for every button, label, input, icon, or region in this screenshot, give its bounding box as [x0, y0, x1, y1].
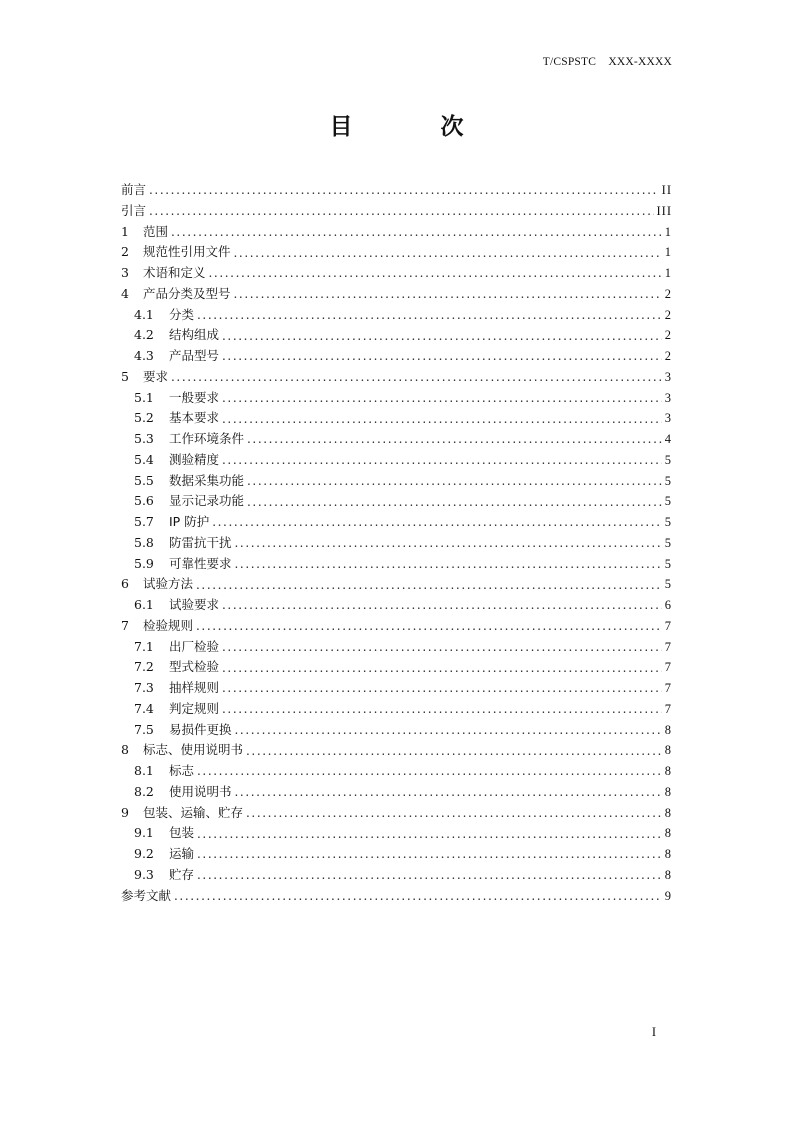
entry-number: 7.1	[134, 638, 154, 654]
toc-entry[interactable]	[121, 803, 672, 824]
toc-entry[interactable]	[121, 616, 672, 637]
entry-number: 8.1	[134, 763, 154, 779]
entry-title: 范围	[143, 223, 169, 239]
toc-entry[interactable]	[121, 429, 672, 450]
entry-page: 3	[664, 369, 672, 384]
dot-leader	[212, 516, 662, 528]
entry-page: 5	[664, 577, 672, 592]
entry-page: 2	[664, 286, 672, 301]
entry-title: 结构组成	[169, 327, 220, 343]
entry-page: 2	[664, 328, 672, 343]
dot-leader	[235, 558, 662, 570]
entry-number: 9.2	[134, 846, 154, 862]
entry-page: III	[656, 203, 672, 218]
toc-entry[interactable]	[121, 201, 672, 222]
entry-number: 5.8	[134, 534, 154, 550]
entry-page: II	[661, 183, 672, 198]
entry-page: 1	[664, 224, 672, 239]
dot-leader	[235, 537, 662, 549]
toc-entry[interactable]	[121, 678, 672, 699]
dot-leader	[197, 869, 662, 881]
entry-title: 标志	[169, 763, 195, 779]
entry-page: 6	[664, 598, 672, 613]
entry-number: 7.2	[134, 659, 154, 675]
dot-leader	[197, 309, 662, 321]
entry-number: 6	[121, 576, 129, 592]
dot-leader	[196, 620, 662, 632]
toc-entry[interactable]	[121, 346, 672, 367]
entry-page: 1	[664, 266, 672, 281]
dot-leader	[222, 350, 662, 362]
entry-title: 标志、使用说明书	[143, 742, 244, 758]
entry-page: 1	[664, 245, 672, 260]
dot-leader	[222, 641, 662, 653]
entry-title: 包装	[169, 825, 195, 841]
entry-number: 5.2	[134, 410, 154, 426]
dot-leader	[197, 765, 662, 777]
entry-title: 试验要求	[169, 597, 220, 613]
dot-leader	[222, 413, 662, 425]
toc-entry[interactable]	[121, 782, 672, 803]
entry-number: 7.4	[134, 700, 154, 716]
dot-leader	[247, 496, 662, 508]
entry-page: 4	[664, 432, 672, 447]
dot-leader	[171, 371, 662, 383]
toc-entry[interactable]	[121, 886, 672, 907]
entry-number: 4.2	[134, 327, 154, 343]
entry-page: 7	[664, 618, 672, 633]
document-code: T/CSPSTC XXX-XXXX	[542, 56, 672, 68]
toc-entry[interactable]	[121, 740, 672, 761]
entry-title: 运输	[169, 846, 195, 862]
entry-page: 7	[664, 681, 672, 696]
entry-title: 规范性引用文件	[143, 244, 231, 260]
entry-number: 5.5	[134, 472, 154, 488]
toc-entry[interactable]	[121, 471, 672, 492]
entry-page: 8	[664, 784, 672, 799]
entry-page: 3	[664, 411, 672, 426]
entry-number: 3	[121, 265, 129, 281]
toc-entry[interactable]	[121, 657, 672, 678]
entry-title: 型式检验	[169, 659, 220, 675]
entry-number: 2	[121, 244, 129, 260]
entry-number: 7.3	[134, 680, 154, 696]
entry-title: 显示记录功能	[169, 493, 245, 509]
entry-page: 8	[664, 826, 672, 841]
entry-title: 引言	[121, 202, 147, 218]
toc-entry[interactable]	[121, 699, 672, 720]
entry-title: 一般要求	[169, 389, 220, 405]
entry-title: 分类	[169, 306, 195, 322]
entry-number: 5.7	[134, 514, 154, 530]
toc-entry[interactable]	[121, 761, 672, 782]
entry-title: 前言	[121, 182, 147, 198]
dot-leader	[197, 848, 662, 860]
entry-title: 包装、运输、贮存	[143, 804, 244, 820]
toc-entry[interactable]	[121, 595, 672, 616]
entry-page: 8	[664, 847, 672, 862]
toc-entry[interactable]	[121, 325, 672, 346]
entry-number: 5	[121, 368, 129, 384]
toc-entry[interactable]	[121, 180, 672, 201]
entry-title: 产品分类及型号	[143, 285, 231, 301]
entry-number: 8.2	[134, 783, 154, 799]
entry-number: 5.6	[134, 493, 154, 509]
dot-leader	[197, 828, 662, 840]
entry-page: 7	[664, 701, 672, 716]
entry-title: 术语和定义	[143, 265, 206, 281]
entry-title: 测验精度	[169, 451, 220, 467]
toc-entry[interactable]	[121, 491, 672, 512]
entry-title: 防雷抗干扰	[169, 534, 232, 550]
dot-leader	[209, 267, 662, 279]
entry-title: 产品型号	[169, 348, 220, 364]
toc-entry[interactable]	[121, 554, 672, 575]
dot-leader	[174, 890, 662, 902]
toc-entry[interactable]	[121, 574, 672, 595]
entry-page: 9	[664, 888, 672, 903]
entry-number: 1	[121, 223, 129, 239]
dot-leader	[222, 682, 662, 694]
entry-page: 8	[664, 743, 672, 758]
dot-leader	[222, 330, 662, 342]
toc-entry[interactable]	[121, 367, 672, 388]
entry-page: 5	[664, 452, 672, 467]
entry-number: 5.4	[134, 451, 154, 467]
toc-entry[interactable]	[121, 512, 672, 533]
entry-title: 可靠性要求	[169, 555, 232, 571]
entry-title: 易损件更换	[169, 721, 232, 737]
toc-entry[interactable]	[121, 823, 672, 844]
entry-title: 工作环境条件	[169, 431, 245, 447]
entry-number: 7.5	[134, 721, 154, 737]
toc-entry[interactable]	[121, 865, 672, 886]
dot-leader	[246, 745, 662, 757]
table-of-contents	[121, 180, 672, 906]
toc-entry[interactable]	[121, 533, 672, 554]
toc-entry[interactable]	[121, 388, 672, 409]
dot-leader	[247, 475, 662, 487]
entry-number: 9	[121, 804, 129, 820]
entry-title: 出厂检验	[169, 638, 220, 654]
entry-page: 5	[664, 473, 672, 488]
dot-leader	[171, 226, 662, 238]
entry-title: 判定规则	[169, 700, 220, 716]
dot-leader	[149, 205, 653, 217]
dot-leader	[222, 662, 662, 674]
dot-leader	[235, 724, 662, 736]
entry-page: 5	[664, 515, 672, 530]
toc-title: 目 次	[329, 114, 504, 140]
page-number: I	[651, 1025, 656, 1039]
entry-page: 8	[664, 805, 672, 820]
entry-number: 4	[121, 285, 129, 301]
entry-page: 8	[664, 867, 672, 882]
toc-entry[interactable]	[121, 637, 672, 658]
entry-number: 5.9	[134, 555, 154, 571]
dot-leader	[196, 579, 662, 591]
toc-entry[interactable]	[121, 720, 672, 741]
entry-page: 5	[664, 494, 672, 509]
entry-page: 2	[664, 307, 672, 322]
entry-title: 要求	[143, 368, 169, 384]
entry-title: 试验方法	[143, 576, 194, 592]
dot-leader	[222, 454, 662, 466]
dot-leader	[222, 392, 662, 404]
entry-title: 检验规则	[143, 617, 194, 633]
toc-entry[interactable]	[121, 450, 672, 471]
toc-entry[interactable]	[121, 263, 672, 284]
entry-page: 5	[664, 556, 672, 571]
entry-title: 贮存	[169, 866, 195, 882]
toc-entry[interactable]	[121, 284, 672, 305]
entry-page: 2	[664, 349, 672, 364]
entry-title: 参考文献	[121, 887, 172, 903]
entry-number: 4.3	[134, 348, 154, 364]
entry-title: 抽样规则	[169, 680, 220, 696]
entry-page: 5	[664, 535, 672, 550]
entry-title: 使用说明书	[169, 783, 232, 799]
entry-title: IP 防护	[169, 514, 210, 530]
dot-leader	[222, 599, 662, 611]
toc-entry[interactable]	[121, 305, 672, 326]
dot-leader	[222, 703, 662, 715]
dot-leader	[247, 433, 662, 445]
entry-number: 6.1	[134, 597, 154, 613]
dot-leader	[234, 247, 662, 259]
entry-number: 4.1	[134, 306, 154, 322]
entry-number: 9.1	[134, 825, 154, 841]
dot-leader	[149, 184, 659, 196]
dot-leader	[234, 288, 662, 300]
entry-title: 数据采集功能	[169, 472, 245, 488]
toc-entry[interactable]	[121, 844, 672, 865]
entry-number: 5.3	[134, 431, 154, 447]
entry-page: 7	[664, 660, 672, 675]
entry-number: 8	[121, 742, 129, 758]
toc-entry[interactable]	[121, 222, 672, 243]
entry-page: 7	[664, 639, 672, 654]
entry-number: 9.3	[134, 866, 154, 882]
entry-page: 3	[664, 390, 672, 405]
entry-page: 8	[664, 722, 672, 737]
entry-number: 7	[121, 617, 129, 633]
entry-page: 8	[664, 764, 672, 779]
entry-number: 5.1	[134, 389, 154, 405]
toc-entry[interactable]	[121, 408, 672, 429]
dot-leader	[246, 807, 662, 819]
entry-title: 基本要求	[169, 410, 220, 426]
dot-leader	[235, 786, 662, 798]
toc-entry[interactable]	[121, 242, 672, 263]
